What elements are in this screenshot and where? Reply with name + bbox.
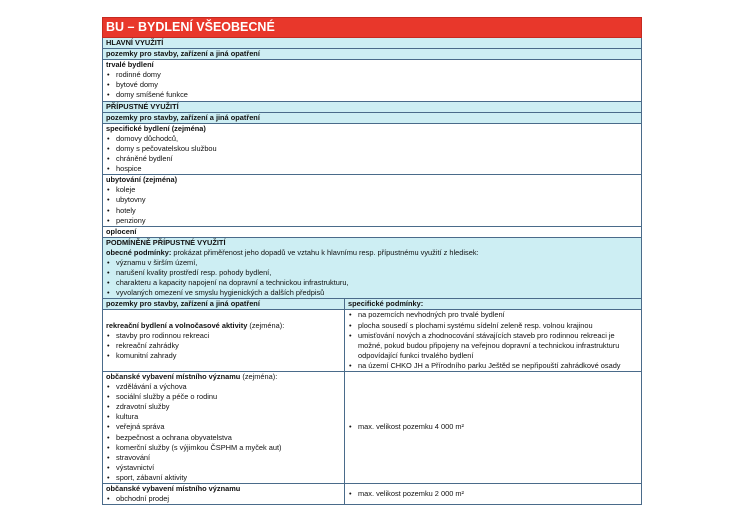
permitted-group1-title: specifické bydlení (zejména)	[106, 123, 206, 133]
list-item: • vzdělávání a výchova	[106, 382, 341, 392]
list-item: • domovy důchodců,	[106, 134, 638, 144]
main-use-cell	[103, 60, 642, 101]
civic-row	[103, 372, 642, 484]
list-item: • stravování	[106, 453, 341, 463]
general-conditions-label: obecné podmínky:	[106, 247, 172, 257]
list-item: • komerční služby (s výjimkou ČSPHM a myček aut)	[106, 443, 341, 453]
civic2-condition-list	[348, 489, 638, 499]
list-item: • vyvolaných omezení ve smyslu hygienických a dalších předpisů	[106, 288, 638, 298]
main-use-list	[106, 70, 638, 100]
permitted-group1-row	[103, 123, 642, 174]
conditional-row	[103, 237, 642, 299]
list-item: • chráněné bydlení	[106, 154, 638, 164]
recreation-title-bold: rekreační bydlení a volnočasové aktivity	[106, 320, 248, 330]
conditional-col-right: specifické podmínky:	[345, 299, 642, 310]
list-item: • kultura	[106, 412, 341, 422]
main-use-group-title: trvalé bydlení	[106, 60, 154, 70]
regulation-table	[102, 17, 642, 505]
permitted-group2-title: ubytování (zejména)	[106, 175, 178, 185]
list-item: • na pozemcích nevhodných pro trvalé bydlení	[348, 310, 638, 320]
list-item: • významu v širším území,	[106, 258, 638, 268]
list-item: • domy s pečovatelskou službou	[106, 144, 638, 154]
list-item: • bezpečnost a ochrana obyvatelstva	[106, 433, 341, 443]
civic2-condition-cell	[345, 484, 642, 505]
list-item: • veřejná správa	[106, 422, 341, 432]
list-item: • bytové domy	[106, 80, 638, 90]
conditional-header: PODMÍNĚNĚ PŘÍPUSTNÉ VYUŽITÍ	[106, 237, 226, 247]
list-item: • koleje	[106, 185, 638, 195]
recreation-list	[106, 331, 341, 361]
list-item-continuation	[348, 341, 638, 351]
list-item: • sport, zábavní aktivity	[106, 473, 341, 483]
recreation-conditions-list	[348, 310, 638, 371]
civic2-cell	[103, 484, 345, 505]
continuation-text: odpovídající funkci trvalého bydlení	[358, 350, 474, 360]
list-item: • umisťování nových a zhodnocování stávajících staveb pro rodinnou rekreaci je	[348, 331, 638, 341]
general-conditions	[106, 248, 638, 258]
list-item: • plocha sousedí s plochami systému sídelní zeleně resp. volnou krajinou	[348, 321, 638, 331]
list-item: • hotely	[106, 206, 638, 216]
permitted-sub-row	[103, 112, 642, 123]
list-item: • domy smíšené funkce	[106, 90, 638, 100]
list-item: • charakteru a kapacity napojení na dopravní a technickou infrastrukturu,	[106, 278, 638, 288]
list-item: • rodinné domy	[106, 70, 638, 80]
list-item: • stavby pro rodinnou rekreaci	[106, 331, 341, 341]
list-item: • rekreační zahrádky	[106, 341, 341, 351]
main-use-header-row	[103, 38, 642, 49]
permitted-subheader: pozemky pro stavby, zařízení a jiná opatření	[103, 112, 642, 123]
civic2-title: občanské vybavení místního významu	[106, 484, 241, 494]
recreation-conditions-cell	[345, 310, 642, 372]
main-use-header: HLAVNÍ VYUŽITÍ	[103, 38, 642, 49]
continuation-text: možné, pokud budou připojeny na veřejnou dopravní a technickou infrastrukturu	[358, 340, 620, 350]
civic-title-suffix: (zejména):	[240, 372, 278, 381]
civic2-list	[106, 494, 341, 504]
list-item: • zdravotní služby	[106, 402, 341, 412]
list-item: • hospice	[106, 164, 638, 174]
list-item: • obchodní prodej	[106, 494, 341, 504]
civic-condition-cell	[345, 372, 642, 484]
document-title: BU – BYDLENÍ VŠEOBECNÉ	[103, 18, 642, 38]
recreation-title	[106, 321, 341, 331]
recreation-row	[103, 310, 642, 372]
permitted-group2-row	[103, 175, 642, 226]
general-conditions-list	[106, 258, 638, 298]
conditional-columns-row	[103, 299, 642, 310]
recreation-title-suffix: (zejména):	[247, 320, 285, 330]
list-item: • výstavnictví	[106, 463, 341, 473]
conditional-col-left: pozemky pro stavby, zařízení a jiná opatření	[103, 299, 345, 310]
list-item: • max. velikost pozemku 4 000 m²	[348, 422, 638, 432]
title-row	[103, 18, 642, 38]
permitted-group2-list	[106, 185, 638, 225]
list-item: • komunitní zahrady	[106, 351, 341, 361]
fence-row	[103, 226, 642, 237]
list-item-continuation	[348, 351, 638, 361]
permitted-header-row	[103, 101, 642, 112]
permitted-header: PŘÍPUSTNÉ VYUŽITÍ	[103, 101, 642, 112]
recreation-cell	[103, 310, 345, 372]
permitted-group1-list	[106, 134, 638, 174]
civic-title	[106, 372, 341, 382]
general-conditions-text: prokázat přiměřenost jeho dopadů ve vztahu k hlavnímu resp. přípustnému využití z hledisek:	[173, 247, 479, 257]
civic2-row	[103, 484, 642, 505]
civic-cell	[103, 372, 345, 484]
list-item: • sociální služby a péče o rodinu	[106, 392, 341, 402]
main-use-sub-row	[103, 49, 642, 60]
civic-title-bold: občanské vybavení místního významu	[106, 372, 241, 381]
civic-condition-list	[348, 422, 638, 432]
regulation-document	[102, 17, 641, 505]
conditional-cell	[103, 237, 642, 299]
fence-label: oplocení	[103, 226, 642, 237]
main-use-row	[103, 60, 642, 101]
list-item: • narušení kvality prostředí resp. pohody bydlení,	[106, 268, 638, 278]
list-item: • ubytovny	[106, 195, 638, 205]
list-item: • penziony	[106, 216, 638, 226]
list-item: • max. velikost pozemku 2 000 m²	[348, 489, 638, 499]
list-item: • na území CHKO JH a Přírodního parku Ještěd se nepřipouští zahrádkové osady	[348, 361, 638, 371]
civic-list	[106, 382, 341, 483]
permitted-group1-cell	[103, 123, 642, 174]
main-use-subheader: pozemky pro stavby, zařízení a jiná opatření	[103, 49, 642, 60]
permitted-group2-cell	[103, 175, 642, 226]
